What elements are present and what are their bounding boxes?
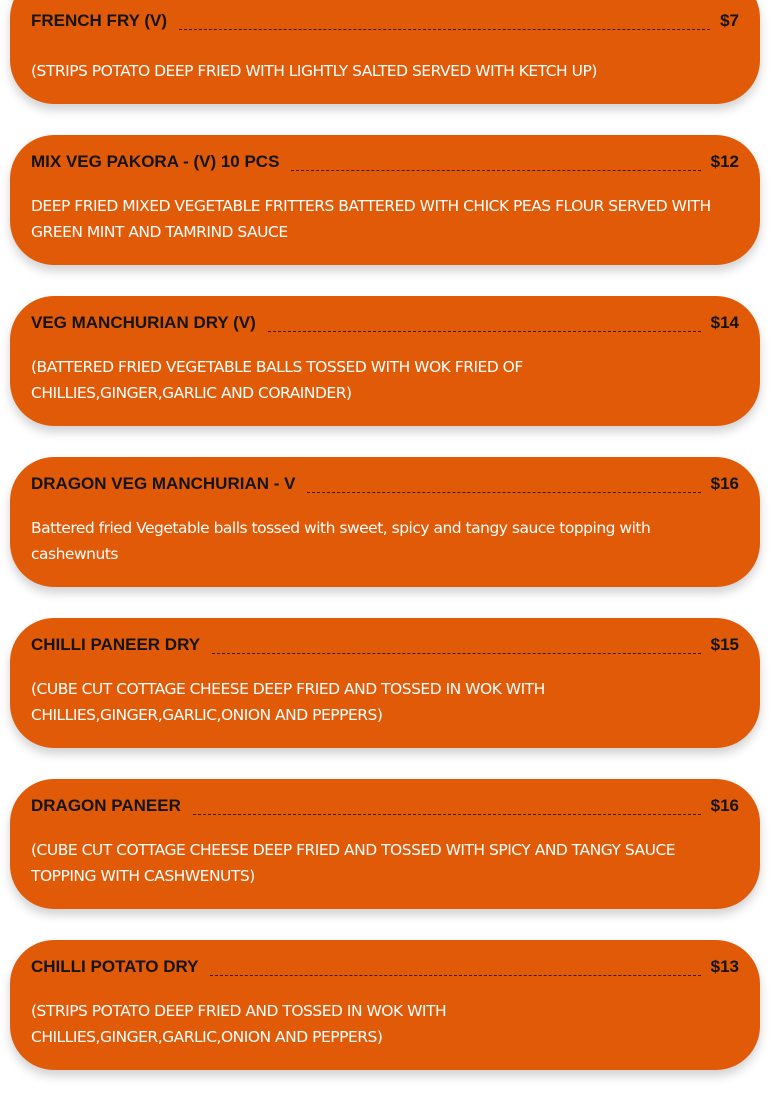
menu-item-price: $15 xyxy=(710,635,739,654)
menu-item-name: DRAGON VEG MANCHURIAN - V xyxy=(31,474,296,493)
leader-dots xyxy=(210,974,700,976)
menu-item-name: DRAGON PANEER xyxy=(31,796,181,815)
menu-item-price: $16 xyxy=(710,796,739,815)
menu-item-description: Battered fried Vegetable balls tossed with sweet, spicy and tangy sauce topping with cashewnuts xyxy=(31,519,651,563)
menu-item-card xyxy=(10,0,760,104)
menu-item-card xyxy=(10,618,760,748)
leader-dots xyxy=(193,813,701,815)
menu-item-card xyxy=(10,940,760,1070)
menu-item-price: $14 xyxy=(710,313,739,332)
menu-item-header xyxy=(31,149,739,175)
leader-dots xyxy=(307,491,700,493)
menu-item-description: (CUBE CUT COTTAGE CHEESE DEEP FRIED AND TOSSED IN WOK WITH CHILLIES,GINGER,GARLIC,ONION AND PEPPERS) xyxy=(31,680,545,724)
menu-item-header xyxy=(31,471,739,497)
menu-item-header xyxy=(31,8,739,34)
menu-item-name: FRENCH FRY (V) xyxy=(31,11,167,30)
menu-item-header xyxy=(31,954,739,980)
menu-item-description: (CUBE CUT COTTAGE CHEESE DEEP FRIED AND TOSSED WITH SPICY AND TANGY SAUCE TOPPING WITH CASHWENUTS) xyxy=(31,841,676,885)
menu-item-name: VEG MANCHURIAN DRY (V) xyxy=(31,313,256,332)
leader-dots xyxy=(291,169,700,171)
leader-dots xyxy=(179,28,710,30)
menu-item-header xyxy=(31,310,739,336)
menu-item-price: $16 xyxy=(710,474,739,493)
menu-item-card xyxy=(10,457,760,587)
leader-dots xyxy=(268,330,701,332)
menu-item-header xyxy=(31,632,739,658)
menu-item-header xyxy=(31,793,739,819)
menu-item-card xyxy=(10,779,760,909)
menu-item-card xyxy=(10,135,760,265)
menu-item-description: (STRIPS POTATO DEEP FRIED AND TOSSED IN WOK WITH CHILLIES,GINGER,GARLIC,ONION AND PEPPERS) xyxy=(31,1002,447,1046)
menu-item-description: (BATTERED FRIED VEGETABLE BALLS TOSSED WITH WOK FRIED OF CHILLIES,GINGER,GARLIC AND CORAINDER) xyxy=(31,358,523,402)
menu-item-card xyxy=(10,296,760,426)
menu-item-description: DEEP FRIED MIXED VEGETABLE FRITTERS BATTERED WITH CHICK PEAS FLOUR SERVED WITH GREEN MINT AND TAMRIND SAUCE xyxy=(31,197,711,241)
menu-item-name: CHILLI POTATO DRY xyxy=(31,957,199,976)
menu-item-price: $7 xyxy=(720,11,739,30)
menu-item-price: $12 xyxy=(710,152,739,171)
menu-item-name: CHILLI PANEER DRY xyxy=(31,635,201,654)
leader-dots xyxy=(212,652,701,654)
menu-item-name: MIX VEG PAKORA - (V) 10 PCS xyxy=(31,152,280,171)
menu-item-price: $13 xyxy=(710,957,739,976)
menu-item-description: (STRIPS POTATO DEEP FRIED WITH LIGHTLY SALTED SERVED WITH KETCH UP) xyxy=(31,62,597,80)
